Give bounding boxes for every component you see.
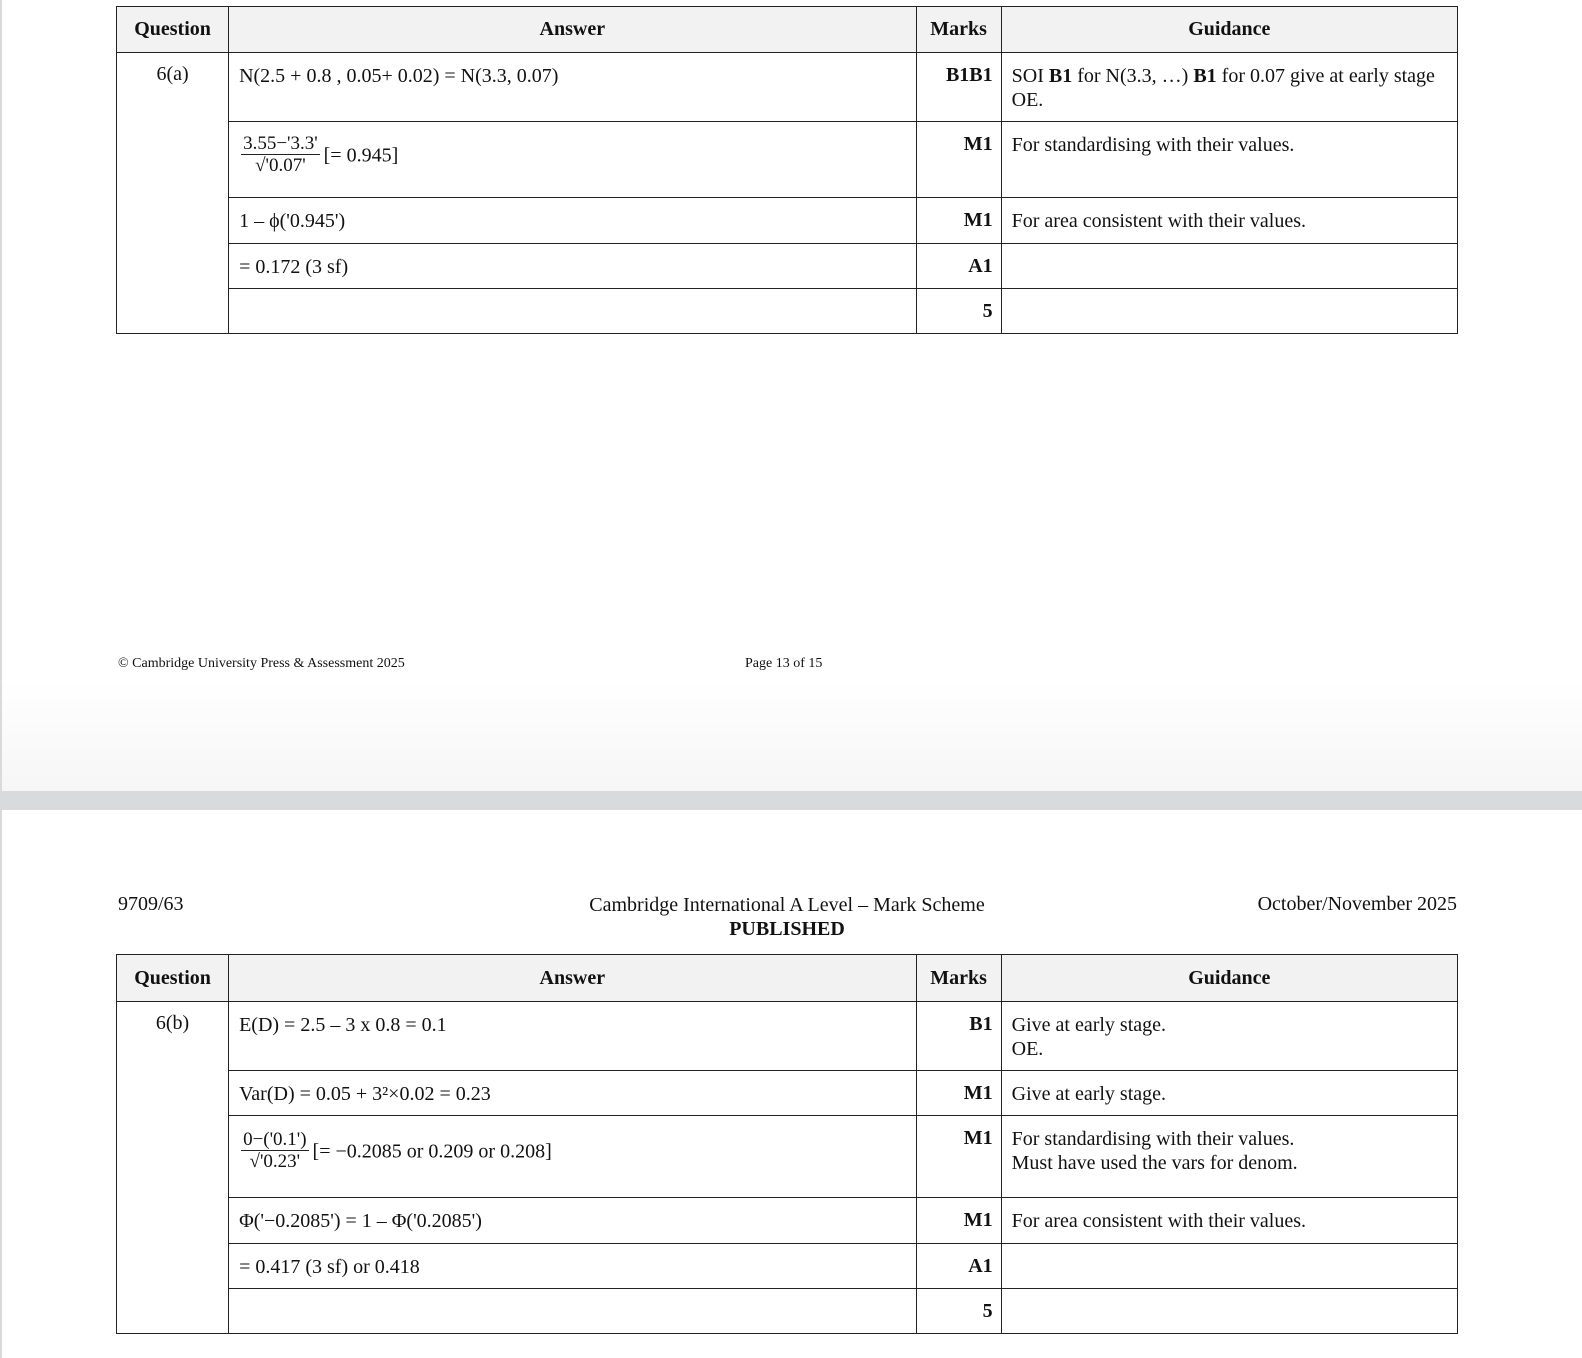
answer-cell: 1 – ϕ('0.945') — [229, 198, 917, 244]
table-row — [117, 122, 1458, 198]
guidance-cell: For standardising with their values. Must have used the vars for denom. — [1001, 1116, 1457, 1198]
header-marks: Marks — [916, 955, 1001, 1002]
fraction-denominator: √'0.07' — [255, 155, 306, 176]
answer-cell: $\frac{0-('0.1')}{√'0.23'}$ [= −0.2085 or 0.209 or 0.208] — [229, 1116, 917, 1198]
header-guidance: Guidance — [1001, 955, 1457, 1002]
table-row — [117, 198, 1458, 244]
answer-cell: E(D) = 2.5 – 3 x 0.8 = 0.1 — [229, 1002, 917, 1071]
table-row — [117, 53, 1458, 122]
marks-cell: B1B1 — [916, 53, 1001, 122]
total-marks-cell: 5 — [916, 289, 1001, 334]
header-answer: Answer — [229, 7, 917, 53]
marks-cell: M1 — [916, 198, 1001, 244]
answer-cell: = 0.417 (3 sf) or 0.418 — [229, 1244, 917, 1289]
guidance-cell: Give at early stage. — [1001, 1071, 1457, 1116]
marks-cell: A1 — [916, 244, 1001, 289]
header-question: Question — [117, 955, 229, 1002]
table-row — [117, 1198, 1458, 1244]
fraction-numerator: 3.55−'3.3' — [243, 133, 318, 154]
answer-cell: Φ('−0.2085') = 1 – Φ('0.2085') — [229, 1198, 917, 1244]
table-header-row — [117, 955, 1458, 1002]
table-row — [117, 244, 1458, 289]
marks-cell: M1 — [916, 1071, 1001, 1116]
answer-cell — [229, 1289, 917, 1334]
table-row-total — [117, 1289, 1458, 1334]
guidance-cell — [1001, 244, 1457, 289]
document-title — [576, 893, 998, 941]
page-bottom-shade — [2, 680, 1582, 791]
header-answer: Answer — [229, 955, 917, 1002]
fraction — [241, 1130, 308, 1173]
guidance-cell: For standardising with their values. — [1001, 122, 1457, 198]
marks-cell: M1 — [916, 122, 1001, 198]
exam-session: October/November 2025 — [1257, 893, 1457, 915]
answer-cell: = 0.172 (3 sf) — [229, 244, 917, 289]
guidance-cell: For area consistent with their values. — [1001, 198, 1457, 244]
guidance-cell: For area consistent with their values. — [1001, 1198, 1457, 1244]
question-number: 6(b) — [117, 1002, 229, 1334]
table-row — [117, 1244, 1458, 1289]
marks-cell: A1 — [916, 1244, 1001, 1289]
mark-scheme-table-6b — [116, 954, 1458, 1334]
question-number: 6(a) — [117, 53, 229, 334]
table-header-row — [117, 7, 1458, 53]
table-row — [117, 1071, 1458, 1116]
header-marks: Marks — [916, 7, 1001, 53]
marks-cell: B1 — [916, 1002, 1001, 1071]
answer-cell — [229, 289, 917, 334]
answer-cell: Var(D) = 0.05 + 3²×0.02 = 0.23 — [229, 1071, 917, 1116]
paper-code: 9709/63 — [118, 893, 184, 915]
marks-cell: M1 — [916, 1198, 1001, 1244]
guidance-cell — [1001, 1289, 1457, 1334]
guidance-cell: SOI B1 for N(3.3, …) B1 for 0.07 give at early stage OE. — [1001, 53, 1457, 122]
answer-cell: N(2.5 + 0.8 , 0.05+ 0.02) = N(3.3, 0.07) — [229, 53, 917, 122]
fraction-denominator: √'0.23' — [249, 1151, 301, 1172]
header-guidance: Guidance — [1001, 7, 1457, 53]
header-question: Question — [117, 7, 229, 53]
total-marks-cell: 5 — [916, 1289, 1001, 1334]
guidance-cell — [1001, 1244, 1457, 1289]
table-row — [117, 1116, 1458, 1198]
mark-scheme-table-6a — [116, 6, 1458, 334]
table-row-total — [117, 289, 1458, 334]
footer-page-number: Page 13 of 15 — [745, 656, 823, 671]
footer-copyright: © Cambridge University Press & Assessment 2025 — [118, 656, 405, 671]
fraction-numerator: 0−('0.1') — [243, 1129, 307, 1150]
sqrt-icon: √ — [249, 1151, 260, 1172]
guidance-cell: Give at early stage. OE. — [1001, 1002, 1457, 1071]
table-row — [117, 1002, 1458, 1071]
title-text: Cambridge International A Level – Mark Scheme — [589, 894, 985, 916]
fraction — [241, 134, 320, 177]
published-label: PUBLISHED — [729, 918, 845, 940]
sqrt-icon: √ — [255, 155, 266, 176]
answer-cell: $\frac{3.55-'3.3'}{√'0.07'}$ [= 0.945] — [229, 122, 917, 198]
guidance-cell — [1001, 289, 1457, 334]
marks-cell: M1 — [916, 1116, 1001, 1198]
